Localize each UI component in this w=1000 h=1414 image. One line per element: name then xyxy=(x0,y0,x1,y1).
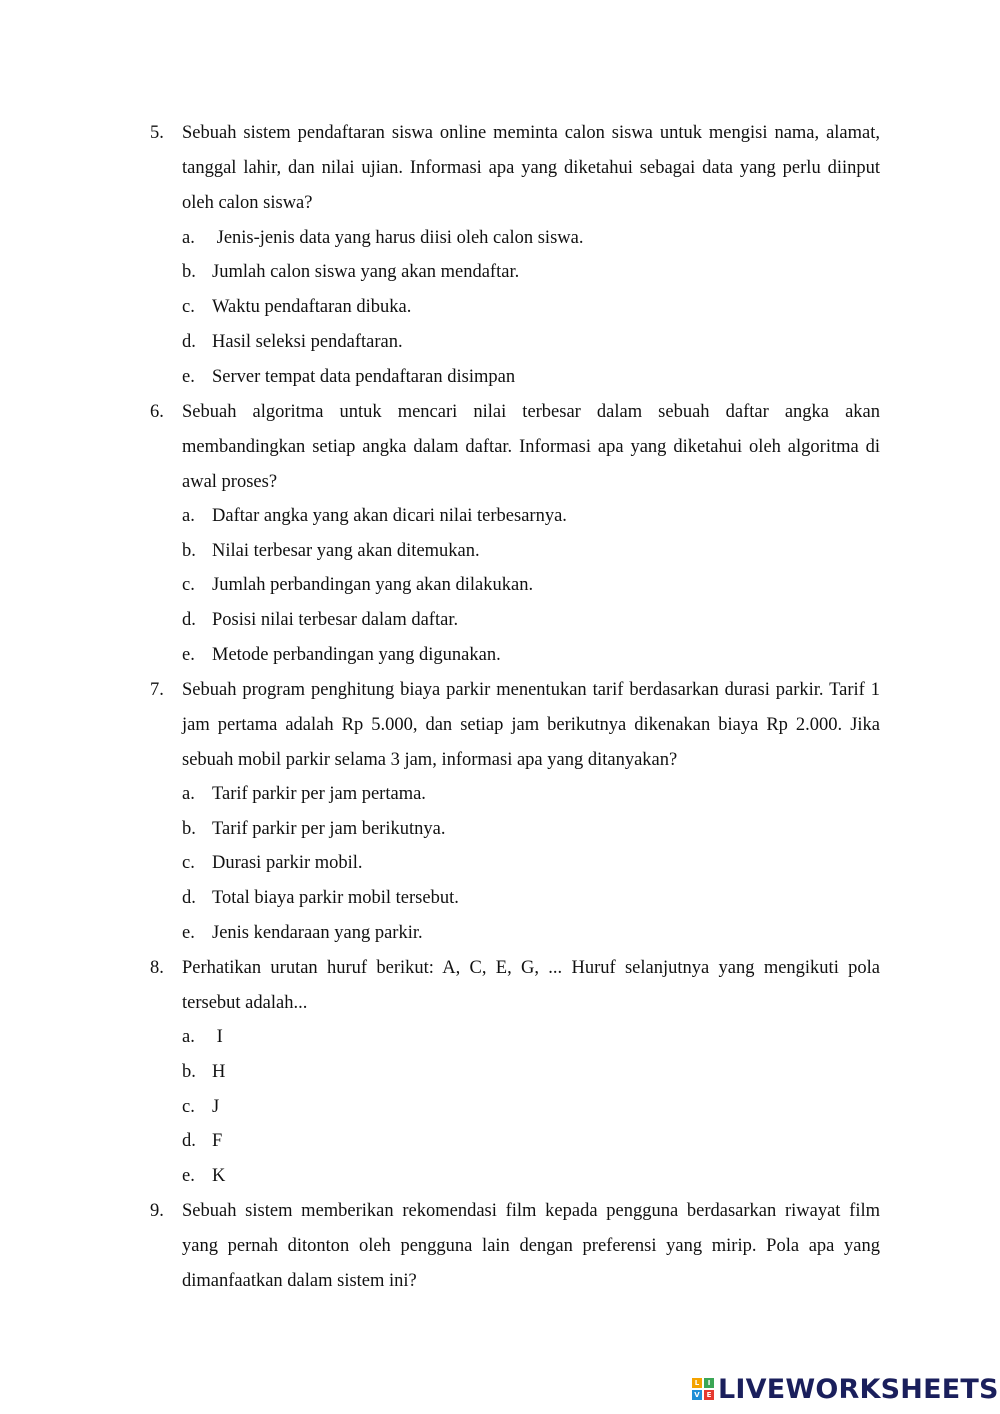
question-number: 9. xyxy=(150,1201,164,1221)
option-8e[interactable] xyxy=(182,1159,225,1194)
question-text: Sebuah sistem memberikan rekomendasi film kepada pengguna berdasarkan riwayat film yang pernah ditonton oleh pengguna lain dengan preferensi yang mirip. Pola apa yang dimanfaatkan dalam sistem ini? xyxy=(182,1201,880,1291)
option-text: Nilai terbesar yang akan ditemukan. xyxy=(212,541,480,561)
option-text: Total biaya parkir mobil tersebut. xyxy=(212,888,459,908)
option-letter: d. xyxy=(182,610,196,630)
option-text: Jenis kendaraan yang parkir. xyxy=(212,923,423,943)
question-text: Sebuah algoritma untuk mencari nilai terbesar dalam sebuah daftar angka akan membandingkan setiap angka dalam daftar. Informasi apa yang diketahui oleh algoritma di awal proses? xyxy=(182,402,880,492)
option-letter: c. xyxy=(182,297,195,317)
option-letter: b. xyxy=(182,819,196,839)
option-7a[interactable] xyxy=(182,777,426,812)
question-number: 6. xyxy=(150,402,164,422)
option-6c[interactable] xyxy=(182,568,533,603)
option-letter: c. xyxy=(182,575,195,595)
question-text: Perhatikan urutan huruf berikut: A, C, E, G, ... Huruf selanjutnya yang mengikuti pola tersebut adalah... xyxy=(182,958,880,1013)
option-6b[interactable] xyxy=(182,534,480,569)
question-5 xyxy=(150,116,880,220)
option-6d[interactable] xyxy=(182,603,458,638)
option-letter: a. xyxy=(182,506,195,526)
option-text: Tarif parkir per jam pertama. xyxy=(212,784,426,804)
option-text: Tarif parkir per jam berikutnya. xyxy=(212,819,446,839)
question-number: 5. xyxy=(150,123,164,143)
option-text: K xyxy=(212,1166,226,1186)
liveworksheets-logo-icon xyxy=(692,1378,714,1400)
option-letter: e. xyxy=(182,367,195,387)
option-text: H xyxy=(212,1062,226,1082)
option-7c[interactable] xyxy=(182,846,363,881)
option-5e[interactable] xyxy=(182,360,515,395)
option-letter: d. xyxy=(182,888,196,908)
option-letter: d. xyxy=(182,1131,196,1151)
option-letter: a. xyxy=(182,1027,195,1047)
option-letter: e. xyxy=(182,645,195,665)
option-text: Jumlah perbandingan yang akan dilakukan. xyxy=(212,575,534,595)
option-7d[interactable] xyxy=(182,881,459,916)
option-8a[interactable] xyxy=(182,1020,223,1055)
question-number: 7. xyxy=(150,680,164,700)
option-text: J xyxy=(212,1097,220,1117)
logo-letter-l: L xyxy=(692,1378,702,1388)
liveworksheets-brand xyxy=(692,1374,999,1404)
option-letter: a. xyxy=(182,228,195,248)
option-letter: b. xyxy=(182,541,196,561)
option-8d[interactable] xyxy=(182,1124,222,1159)
option-5d[interactable] xyxy=(182,325,403,360)
option-text: Durasi parkir mobil. xyxy=(212,853,363,873)
logo-letter-e: E xyxy=(704,1390,714,1400)
option-7b[interactable] xyxy=(182,812,445,847)
option-letter: b. xyxy=(182,262,196,282)
option-text: Jumlah calon siswa yang akan mendaftar. xyxy=(212,262,520,282)
option-text: I xyxy=(212,1027,223,1047)
question-6 xyxy=(150,395,880,499)
question-8 xyxy=(150,951,880,1021)
option-text: Daftar angka yang akan dicari nilai terbesarnya. xyxy=(212,506,567,526)
option-6a[interactable] xyxy=(182,499,567,534)
option-letter: c. xyxy=(182,1097,195,1117)
option-text: Waktu pendaftaran dibuka. xyxy=(212,297,412,317)
option-5a[interactable] xyxy=(182,221,583,256)
option-text: Metode perbandingan yang digunakan. xyxy=(212,645,501,665)
option-8c[interactable] xyxy=(182,1090,219,1125)
option-5c[interactable] xyxy=(182,290,411,325)
question-text: Sebuah program penghitung biaya parkir menentukan tarif berdasarkan durasi parkir. Tarif 1 jam pertama adalah Rp 5.000, dan setiap jam berikutnya dikenakan biaya Rp 2.000. Jika sebuah mobil parkir selama 3 jam, informasi apa yang ditanyakan? xyxy=(182,680,880,770)
option-8b[interactable] xyxy=(182,1055,225,1090)
option-letter: e. xyxy=(182,1166,195,1186)
logo-letter-i: I xyxy=(704,1378,714,1388)
question-9 xyxy=(150,1194,880,1298)
brand-name: LIVEWORKSHEETS xyxy=(718,1373,999,1405)
question-number: 8. xyxy=(150,958,164,978)
option-text: Hasil seleksi pendaftaran. xyxy=(212,332,403,352)
option-text: F xyxy=(212,1131,223,1151)
option-5b[interactable] xyxy=(182,255,519,290)
option-letter: b. xyxy=(182,1062,196,1082)
option-text: Server tempat data pendaftaran disimpan xyxy=(212,367,516,387)
question-text: Sebuah sistem pendaftaran siswa online meminta calon siswa untuk mengisi nama, alamat, tanggal lahir, dan nilai ujian. Informasi apa yang diketahui sebagai data yang perlu diinput oleh calon siswa? xyxy=(182,123,880,213)
option-letter: a. xyxy=(182,784,195,804)
option-letter: d. xyxy=(182,332,196,352)
option-7e[interactable] xyxy=(182,916,423,951)
option-6e[interactable] xyxy=(182,638,501,673)
option-letter: e. xyxy=(182,923,195,943)
option-text: Posisi nilai terbesar dalam daftar. xyxy=(212,610,459,630)
logo-letter-v: V xyxy=(692,1390,702,1400)
option-text: Jenis-jenis data yang harus diisi oleh calon siswa. xyxy=(212,228,584,248)
option-letter: c. xyxy=(182,853,195,873)
question-7 xyxy=(150,673,880,777)
